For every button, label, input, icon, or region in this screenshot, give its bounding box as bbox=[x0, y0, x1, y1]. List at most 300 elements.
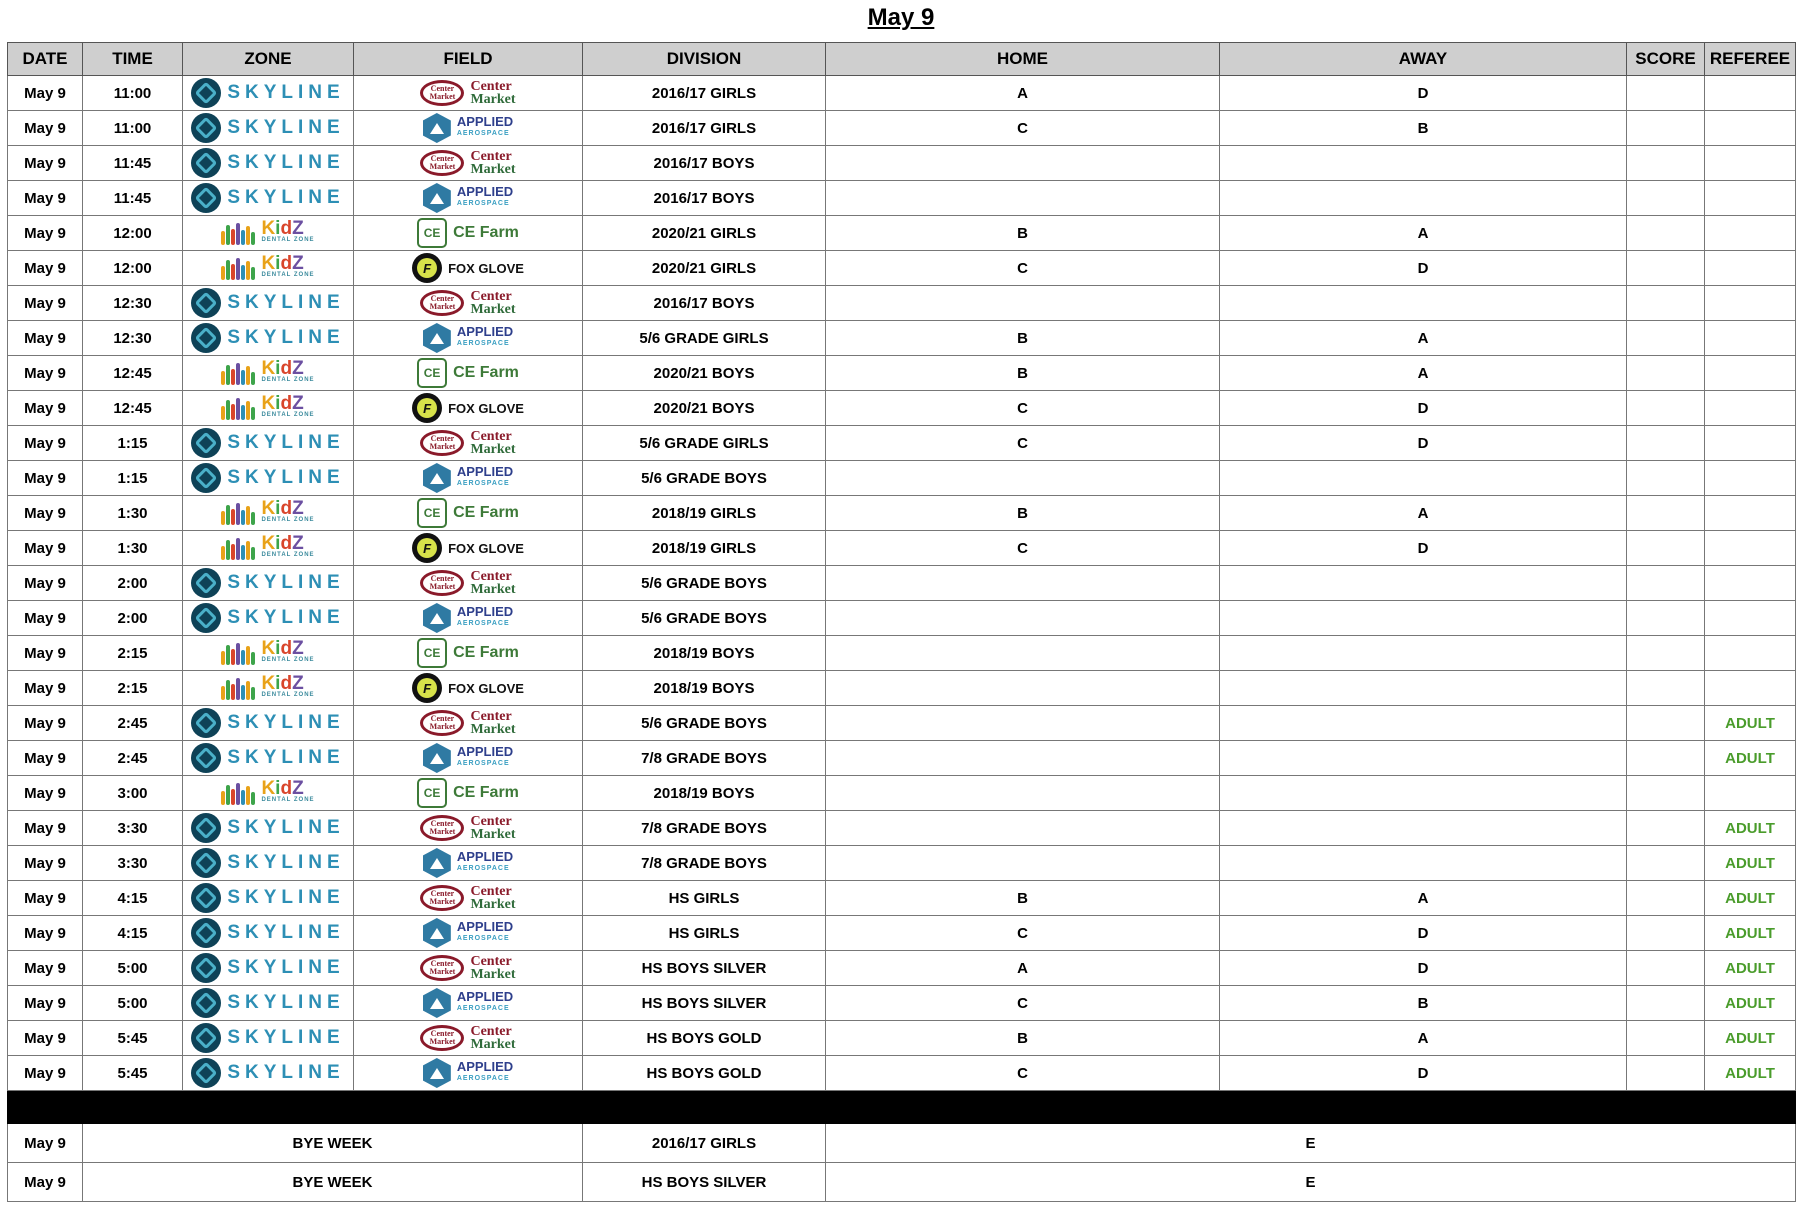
table-row bbox=[8, 321, 1796, 356]
skyline-logo-icon bbox=[191, 848, 221, 878]
field-cell bbox=[354, 251, 583, 286]
home-cell: C bbox=[826, 111, 1220, 146]
skyline-logo bbox=[191, 848, 344, 878]
table-row bbox=[8, 636, 1796, 671]
zone-cell bbox=[183, 216, 354, 251]
center-market-text-2: Market bbox=[470, 582, 516, 597]
kidz-logo-subtext: DENTAL ZONE bbox=[261, 551, 315, 558]
score-cell bbox=[1627, 636, 1705, 671]
skyline-logo-icon bbox=[191, 568, 221, 598]
zone-cell bbox=[183, 356, 354, 391]
away-cell: A bbox=[1220, 356, 1627, 391]
bye-team-cell: E bbox=[826, 1124, 1796, 1163]
division-cell: HS BOYS GOLD bbox=[583, 1056, 826, 1091]
ce-farm-logo bbox=[417, 778, 519, 808]
referee-cell bbox=[1705, 601, 1796, 636]
table-row bbox=[8, 881, 1796, 916]
away-cell: A bbox=[1220, 1021, 1627, 1056]
applied-aerospace-logo bbox=[423, 1058, 513, 1088]
applied-aerospace-logo-icon bbox=[423, 988, 451, 1018]
date-cell: May 9 bbox=[8, 461, 83, 496]
zone-cell bbox=[183, 181, 354, 216]
applied-aerospace-logo-icon bbox=[423, 1058, 451, 1088]
away-cell bbox=[1220, 286, 1627, 321]
time-cell: 1:30 bbox=[83, 531, 183, 566]
table-row bbox=[8, 111, 1796, 146]
field-cell bbox=[354, 811, 583, 846]
kidz-logo-subtext: DENTAL ZONE bbox=[261, 236, 315, 243]
skyline-logo-icon bbox=[191, 463, 221, 493]
date-cell: May 9 bbox=[8, 566, 83, 601]
applied-aerospace-logo-icon bbox=[423, 463, 451, 493]
time-cell: 4:15 bbox=[83, 916, 183, 951]
away-cell: B bbox=[1220, 111, 1627, 146]
skyline-logo-text: SKYLINE bbox=[227, 432, 345, 453]
home-cell: B bbox=[826, 356, 1220, 391]
center-market-text-2: Market bbox=[470, 827, 516, 842]
score-cell bbox=[1627, 146, 1705, 181]
table-row bbox=[8, 496, 1796, 531]
score-cell bbox=[1627, 951, 1705, 986]
table-row bbox=[8, 986, 1796, 1021]
zone-cell bbox=[183, 321, 354, 356]
division-cell: HS BOYS SILVER bbox=[583, 951, 826, 986]
field-cell bbox=[354, 426, 583, 461]
home-cell: B bbox=[826, 216, 1220, 251]
center-market-logo-icon: Center Market bbox=[420, 80, 464, 106]
zone-cell bbox=[183, 496, 354, 531]
home-cell: A bbox=[826, 76, 1220, 111]
kidz-dental-zone-logo bbox=[221, 357, 314, 387]
zone-cell bbox=[183, 636, 354, 671]
skyline-logo-icon bbox=[191, 78, 221, 108]
score-cell bbox=[1627, 461, 1705, 496]
skyline-logo bbox=[191, 918, 344, 948]
kidz-dental-zone-logo bbox=[221, 497, 314, 527]
kidz-dental-zone-logo-icon bbox=[221, 499, 255, 525]
skyline-logo-text: SKYLINE bbox=[227, 1062, 345, 1083]
date-cell: May 9 bbox=[8, 286, 83, 321]
fox-glove-logo bbox=[412, 673, 524, 703]
kidz-logo-subtext: DENTAL ZONE bbox=[261, 271, 315, 278]
field-cell bbox=[354, 181, 583, 216]
division-cell: 7/8 GRADE BOYS bbox=[583, 811, 826, 846]
date-cell: May 9 bbox=[8, 706, 83, 741]
center-market-text-1: Center bbox=[470, 79, 512, 94]
center-market-text-2: Market bbox=[470, 92, 516, 107]
home-cell: C bbox=[826, 916, 1220, 951]
time-cell: 4:15 bbox=[83, 881, 183, 916]
col-header-home: HOME bbox=[826, 43, 1220, 76]
center-market-logo-icon: Center Market bbox=[420, 570, 464, 596]
referee-cell bbox=[1705, 496, 1796, 531]
table-row bbox=[8, 356, 1796, 391]
center-market-text-1: Center bbox=[470, 954, 512, 969]
time-cell: 2:15 bbox=[83, 636, 183, 671]
skyline-logo bbox=[191, 1023, 344, 1053]
fox-glove-logo-text: FOX GLOVE bbox=[448, 400, 524, 416]
zone-cell bbox=[183, 601, 354, 636]
date-cell: May 9 bbox=[8, 496, 83, 531]
skyline-logo-text: SKYLINE bbox=[227, 152, 345, 173]
center-market-logo bbox=[420, 428, 515, 458]
referee-cell bbox=[1705, 671, 1796, 706]
skyline-logo-icon bbox=[191, 148, 221, 178]
field-cell bbox=[354, 496, 583, 531]
field-cell bbox=[354, 321, 583, 356]
field-cell bbox=[354, 286, 583, 321]
skyline-logo bbox=[191, 603, 344, 633]
col-header-field: FIELD bbox=[354, 43, 583, 76]
time-cell: 2:45 bbox=[83, 706, 183, 741]
division-cell: HS BOYS GOLD bbox=[583, 1021, 826, 1056]
score-cell bbox=[1627, 566, 1705, 601]
ce-farm-logo-icon: CE bbox=[417, 218, 447, 248]
skyline-logo-icon bbox=[191, 953, 221, 983]
home-cell bbox=[826, 461, 1220, 496]
score-cell bbox=[1627, 811, 1705, 846]
field-cell bbox=[354, 846, 583, 881]
ce-farm-logo-icon: CE bbox=[417, 778, 447, 808]
applied-logo-subtext: AEROSPACE bbox=[456, 200, 510, 207]
division-cell: 2016/17 BOYS bbox=[583, 181, 826, 216]
skyline-logo-text: SKYLINE bbox=[227, 712, 345, 733]
skyline-logo-text: SKYLINE bbox=[227, 467, 345, 488]
fox-glove-logo bbox=[412, 393, 524, 423]
zone-cell bbox=[183, 776, 354, 811]
away-cell bbox=[1220, 846, 1627, 881]
skyline-logo bbox=[191, 813, 344, 843]
referee-cell: ADULT bbox=[1705, 741, 1796, 776]
away-cell bbox=[1220, 811, 1627, 846]
ce-farm-logo bbox=[417, 498, 519, 528]
time-cell: 5:45 bbox=[83, 1056, 183, 1091]
center-market-logo bbox=[420, 883, 515, 913]
division-cell: 2020/21 BOYS bbox=[583, 356, 826, 391]
division-cell: 7/8 GRADE BOYS bbox=[583, 846, 826, 881]
center-market-logo bbox=[420, 708, 515, 738]
kidz-logo-subtext: DENTAL ZONE bbox=[261, 691, 315, 698]
kidz-logo-text: KidZ bbox=[261, 357, 304, 379]
division-cell: 2018/19 BOYS bbox=[583, 776, 826, 811]
date-cell: May 9 bbox=[8, 321, 83, 356]
zone-cell bbox=[183, 671, 354, 706]
center-market-text-2: Market bbox=[470, 897, 516, 912]
division-cell: 2016/17 GIRLS bbox=[583, 76, 826, 111]
skyline-logo-icon bbox=[191, 323, 221, 353]
skyline-logo-icon bbox=[191, 743, 221, 773]
applied-aerospace-logo bbox=[423, 113, 513, 143]
score-cell bbox=[1627, 531, 1705, 566]
center-market-logo-icon: Center Market bbox=[420, 955, 464, 981]
zone-cell bbox=[183, 426, 354, 461]
away-cell bbox=[1220, 671, 1627, 706]
date-cell: May 9 bbox=[8, 776, 83, 811]
division-cell: 2020/21 GIRLS bbox=[583, 216, 826, 251]
away-cell bbox=[1220, 601, 1627, 636]
score-cell bbox=[1627, 496, 1705, 531]
field-cell bbox=[354, 986, 583, 1021]
kidz-logo-text: KidZ bbox=[261, 392, 304, 414]
zone-cell bbox=[183, 531, 354, 566]
applied-logo-text: APPLIED bbox=[456, 919, 514, 934]
division-cell: 2018/19 GIRLS bbox=[583, 496, 826, 531]
kidz-logo-subtext: DENTAL ZONE bbox=[261, 516, 315, 523]
date-cell: May 9 bbox=[8, 216, 83, 251]
center-market-text-1: Center bbox=[470, 814, 512, 829]
applied-aerospace-logo-icon bbox=[423, 183, 451, 213]
skyline-logo-text: SKYLINE bbox=[227, 187, 345, 208]
ce-farm-logo-text: CE Farm bbox=[453, 504, 519, 521]
kidz-logo-text: KidZ bbox=[261, 777, 304, 799]
division-cell: HS GIRLS bbox=[583, 881, 826, 916]
ce-farm-logo-icon: CE bbox=[417, 498, 447, 528]
kidz-logo-text: KidZ bbox=[261, 637, 304, 659]
zone-cell bbox=[183, 986, 354, 1021]
table-row bbox=[8, 741, 1796, 776]
kidz-dental-zone-logo bbox=[221, 252, 314, 282]
ce-farm-logo-text: CE Farm bbox=[453, 224, 519, 241]
date-cell: May 9 bbox=[8, 111, 83, 146]
referee-cell bbox=[1705, 111, 1796, 146]
division-cell: 2018/19 GIRLS bbox=[583, 531, 826, 566]
table-row bbox=[8, 566, 1796, 601]
field-cell bbox=[354, 706, 583, 741]
field-cell bbox=[354, 636, 583, 671]
skyline-logo bbox=[191, 288, 344, 318]
zone-cell bbox=[183, 251, 354, 286]
home-cell: C bbox=[826, 986, 1220, 1021]
date-cell: May 9 bbox=[8, 986, 83, 1021]
kidz-dental-zone-logo-icon bbox=[221, 534, 255, 560]
ce-farm-logo bbox=[417, 218, 519, 248]
fox-glove-logo-icon: F bbox=[412, 253, 442, 283]
skyline-logo-text: SKYLINE bbox=[227, 992, 345, 1013]
applied-logo-text: APPLIED bbox=[456, 184, 514, 199]
zone-cell bbox=[183, 566, 354, 601]
applied-logo-text: APPLIED bbox=[456, 989, 514, 1004]
applied-logo-subtext: AEROSPACE bbox=[456, 1005, 510, 1012]
skyline-logo-text: SKYLINE bbox=[227, 817, 345, 838]
ce-farm-logo-icon: CE bbox=[417, 638, 447, 668]
skyline-logo bbox=[191, 113, 344, 143]
home-cell bbox=[826, 741, 1220, 776]
applied-logo-text: APPLIED bbox=[456, 604, 514, 619]
time-cell: 11:00 bbox=[83, 76, 183, 111]
time-cell: 11:00 bbox=[83, 111, 183, 146]
skyline-logo-text: SKYLINE bbox=[227, 82, 345, 103]
time-cell: 1:15 bbox=[83, 461, 183, 496]
ce-farm-logo-icon: CE bbox=[417, 358, 447, 388]
field-cell bbox=[354, 216, 583, 251]
applied-logo-text: APPLIED bbox=[456, 464, 514, 479]
away-cell bbox=[1220, 741, 1627, 776]
table-row bbox=[8, 706, 1796, 741]
bye-division-cell: HS BOYS SILVER bbox=[583, 1163, 826, 1202]
away-cell bbox=[1220, 461, 1627, 496]
applied-logo-text: APPLIED bbox=[456, 1059, 514, 1074]
applied-aerospace-logo-icon bbox=[423, 848, 451, 878]
referee-cell bbox=[1705, 356, 1796, 391]
applied-logo-text: APPLIED bbox=[456, 324, 514, 339]
field-cell bbox=[354, 951, 583, 986]
kidz-dental-zone-logo bbox=[221, 532, 314, 562]
skyline-logo-icon bbox=[191, 428, 221, 458]
skyline-logo-icon bbox=[191, 603, 221, 633]
home-cell bbox=[826, 146, 1220, 181]
date-cell: May 9 bbox=[8, 601, 83, 636]
col-header-zone: ZONE bbox=[183, 43, 354, 76]
time-cell: 12:45 bbox=[83, 356, 183, 391]
skyline-logo bbox=[191, 568, 344, 598]
home-cell: B bbox=[826, 1021, 1220, 1056]
applied-aerospace-logo bbox=[423, 603, 513, 633]
skyline-logo-icon bbox=[191, 1058, 221, 1088]
away-cell: D bbox=[1220, 76, 1627, 111]
table-row bbox=[8, 181, 1796, 216]
kidz-logo-text: KidZ bbox=[261, 217, 304, 239]
center-market-text-2: Market bbox=[470, 302, 516, 317]
fox-glove-logo-text: FOX GLOVE bbox=[448, 540, 524, 556]
date-cell: May 9 bbox=[8, 356, 83, 391]
home-cell bbox=[826, 811, 1220, 846]
table-row bbox=[8, 216, 1796, 251]
zone-cell bbox=[183, 1021, 354, 1056]
schedule-table bbox=[7, 42, 1796, 1202]
center-market-logo bbox=[420, 148, 515, 178]
referee-cell: ADULT bbox=[1705, 951, 1796, 986]
division-cell: 2020/21 BOYS bbox=[583, 391, 826, 426]
kidz-dental-zone-logo bbox=[221, 217, 314, 247]
fox-glove-logo-icon: F bbox=[412, 673, 442, 703]
date-cell: May 9 bbox=[8, 881, 83, 916]
away-cell: A bbox=[1220, 496, 1627, 531]
home-cell bbox=[826, 181, 1220, 216]
bye-label-cell: BYE WEEK bbox=[83, 1124, 583, 1163]
zone-cell bbox=[183, 76, 354, 111]
referee-cell: ADULT bbox=[1705, 706, 1796, 741]
field-cell bbox=[354, 391, 583, 426]
division-cell: 2018/19 BOYS bbox=[583, 636, 826, 671]
away-cell: D bbox=[1220, 391, 1627, 426]
referee-cell: ADULT bbox=[1705, 986, 1796, 1021]
score-cell bbox=[1627, 916, 1705, 951]
col-header-referee: REFEREE bbox=[1705, 43, 1796, 76]
score-cell bbox=[1627, 1021, 1705, 1056]
applied-aerospace-logo bbox=[423, 743, 513, 773]
header-row bbox=[8, 43, 1796, 76]
away-cell bbox=[1220, 146, 1627, 181]
division-cell: 2020/21 GIRLS bbox=[583, 251, 826, 286]
zone-cell bbox=[183, 951, 354, 986]
table-row bbox=[8, 916, 1796, 951]
table-row bbox=[8, 286, 1796, 321]
skyline-logo-icon bbox=[191, 813, 221, 843]
away-cell: D bbox=[1220, 1056, 1627, 1091]
center-market-text-2: Market bbox=[470, 967, 516, 982]
home-cell: C bbox=[826, 1056, 1220, 1091]
table-row bbox=[8, 391, 1796, 426]
separator-bar bbox=[8, 1091, 1796, 1124]
time-cell: 11:45 bbox=[83, 181, 183, 216]
score-cell bbox=[1627, 321, 1705, 356]
away-cell: D bbox=[1220, 251, 1627, 286]
skyline-logo bbox=[191, 953, 344, 983]
field-cell bbox=[354, 776, 583, 811]
table-row bbox=[8, 601, 1796, 636]
date-cell: May 9 bbox=[8, 531, 83, 566]
score-cell bbox=[1627, 671, 1705, 706]
skyline-logo-text: SKYLINE bbox=[227, 852, 345, 873]
home-cell: C bbox=[826, 426, 1220, 461]
referee-cell bbox=[1705, 636, 1796, 671]
referee-cell bbox=[1705, 76, 1796, 111]
time-cell: 12:45 bbox=[83, 391, 183, 426]
kidz-dental-zone-logo bbox=[221, 392, 314, 422]
time-cell: 3:30 bbox=[83, 846, 183, 881]
kidz-dental-zone-logo-icon bbox=[221, 394, 255, 420]
applied-logo-text: APPLIED bbox=[456, 744, 514, 759]
time-cell: 12:00 bbox=[83, 251, 183, 286]
kidz-logo-text: KidZ bbox=[261, 497, 304, 519]
home-cell: C bbox=[826, 391, 1220, 426]
score-cell bbox=[1627, 286, 1705, 321]
zone-cell bbox=[183, 916, 354, 951]
fox-glove-logo-icon: F bbox=[412, 393, 442, 423]
zone-cell bbox=[183, 111, 354, 146]
col-header-score: SCORE bbox=[1627, 43, 1705, 76]
games-body bbox=[8, 76, 1796, 1091]
referee-cell: ADULT bbox=[1705, 916, 1796, 951]
field-cell bbox=[354, 356, 583, 391]
bye-label-cell: BYE WEEK bbox=[83, 1163, 583, 1202]
fox-glove-logo bbox=[412, 533, 524, 563]
ce-farm-logo-text: CE Farm bbox=[453, 644, 519, 661]
time-cell: 3:30 bbox=[83, 811, 183, 846]
skyline-logo bbox=[191, 463, 344, 493]
zone-cell bbox=[183, 391, 354, 426]
date-cell: May 9 bbox=[8, 846, 83, 881]
skyline-logo-icon bbox=[191, 1023, 221, 1053]
col-header-date: DATE bbox=[8, 43, 83, 76]
score-cell bbox=[1627, 776, 1705, 811]
skyline-logo-icon bbox=[191, 988, 221, 1018]
division-cell: 2016/17 GIRLS bbox=[583, 111, 826, 146]
ce-farm-logo bbox=[417, 358, 519, 388]
home-cell: B bbox=[826, 321, 1220, 356]
skyline-logo bbox=[191, 988, 344, 1018]
skyline-logo-text: SKYLINE bbox=[227, 887, 345, 908]
away-cell: D bbox=[1220, 951, 1627, 986]
applied-logo-subtext: AEROSPACE bbox=[456, 1075, 510, 1082]
applied-aerospace-logo-icon bbox=[423, 918, 451, 948]
zone-cell bbox=[183, 1056, 354, 1091]
applied-aerospace-logo bbox=[423, 988, 513, 1018]
skyline-logo bbox=[191, 428, 344, 458]
center-market-logo bbox=[420, 1023, 515, 1053]
referee-cell bbox=[1705, 146, 1796, 181]
skyline-logo bbox=[191, 1058, 344, 1088]
referee-cell bbox=[1705, 286, 1796, 321]
time-cell: 11:45 bbox=[83, 146, 183, 181]
col-header-time: TIME bbox=[83, 43, 183, 76]
field-cell bbox=[354, 461, 583, 496]
skyline-logo-text: SKYLINE bbox=[227, 1027, 345, 1048]
away-cell bbox=[1220, 181, 1627, 216]
date-cell: May 9 bbox=[8, 1056, 83, 1091]
score-cell bbox=[1627, 846, 1705, 881]
applied-logo-subtext: AEROSPACE bbox=[456, 865, 510, 872]
